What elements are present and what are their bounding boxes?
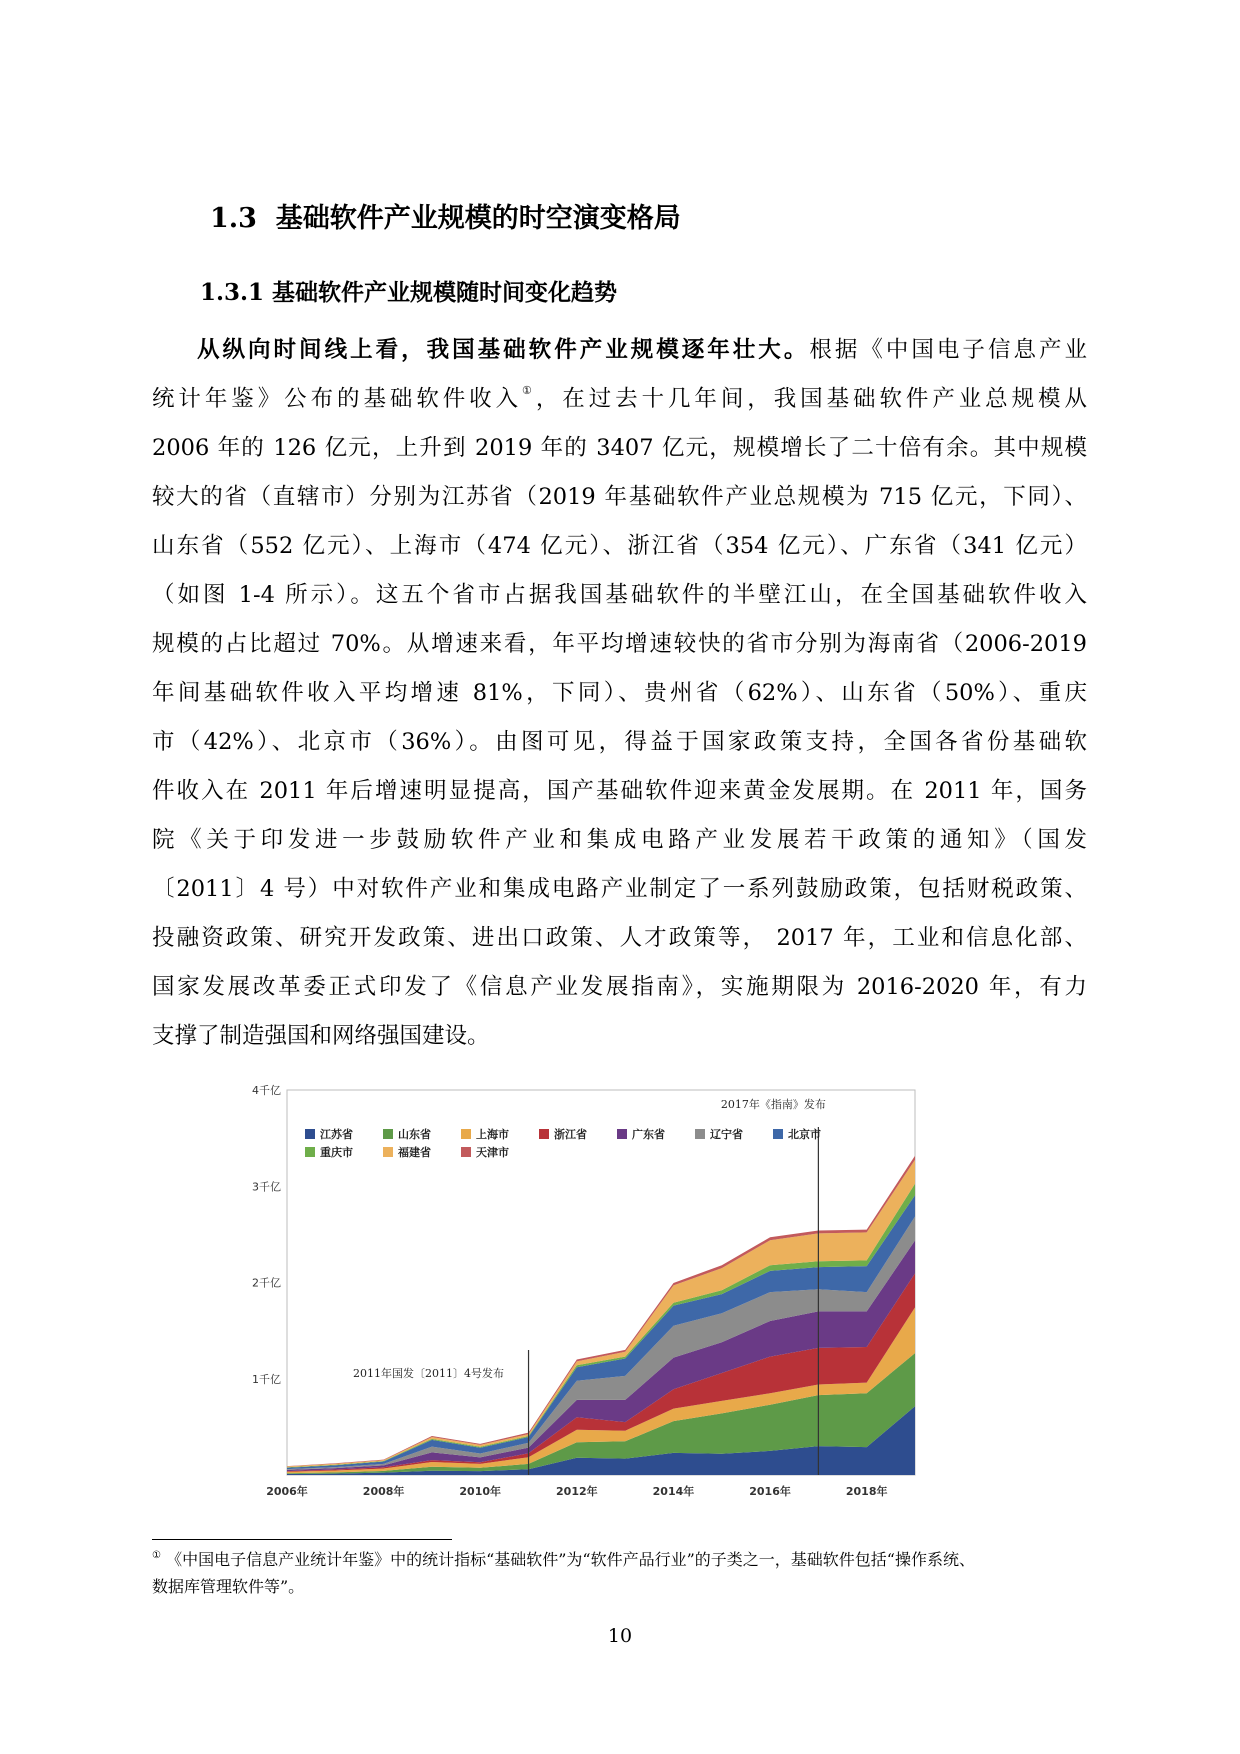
line-text: 根据《中国电子信息产业 <box>809 337 1087 363</box>
x-tick-label: 2008年 <box>362 1485 405 1498</box>
legend-label: 浙江省 <box>554 1128 587 1141</box>
paragraph-line: 年间基础软件收入平均增速 81%，下同）、贵州省（62%）、山东省（50%）、重庆 <box>152 680 1087 706</box>
lead-sentence: 从纵向时间线上看，我国基础软件产业规模逐年壮大。 <box>197 337 810 363</box>
annotation-label: 2011年国发〔2011〕4号发布 <box>353 1367 505 1380</box>
paragraph-line: 市（42%）、北京市（36%）。由图可见，得益于国家政策支持，全国各省份基础软 <box>152 729 1087 755</box>
x-tick-label: 2006年 <box>266 1485 308 1498</box>
line-text: 统计年鉴》公布的基础软件收入 <box>152 386 523 412</box>
paragraph-line: 较大的省（直辖市）分别为江苏省（2019 年基础软件产业总规模为 715 亿元，下同）、 <box>152 484 1087 510</box>
paragraph-line: 投融资政策、研究开发政策、进出口政策、人才政策等， 2017 年，工业和信息化部、 <box>152 925 1087 951</box>
section-number: 1.3 <box>210 203 257 234</box>
section-heading <box>210 196 681 235</box>
paragraph-line: （如图 1-4 所示）。这五个省市占据我国基础软件的半壁江山，在全国基础软件收入 <box>152 582 1087 608</box>
paragraph-line <box>152 326 1087 375</box>
footnote <box>152 1546 1092 1600</box>
footnote-text: 《中国电子信息产业统计年鉴》中的统计指标“基础软件”为“软件产品行业”的子类之一，基础软件包括“操作系统、 <box>166 1550 975 1569</box>
legend-swatch <box>461 1147 471 1157</box>
footnote-divider <box>152 1539 452 1540</box>
legend-swatch <box>383 1147 393 1157</box>
legend-label: 辽宁省 <box>710 1128 743 1141</box>
paragraph-line: 支撑了制造强国和网络强国建设。 <box>152 1023 490 1049</box>
legend-label: 山东省 <box>398 1128 431 1141</box>
y-tick-label: 4千亿 <box>252 1084 281 1097</box>
y-tick-label: 3千亿 <box>252 1180 281 1194</box>
paragraph-line: 2006 年的 126 亿元，上升到 2019 年的 3407 亿元，规模增长了二十倍有余。其中规模 <box>152 435 1087 461</box>
subsection-title: 基础软件产业规模随时间变化趋势 <box>272 280 618 306</box>
legend-label: 北京市 <box>788 1128 821 1141</box>
paragraph-line <box>152 375 1087 424</box>
stacked-area-chart <box>225 1075 935 1515</box>
legend-swatch <box>773 1129 783 1139</box>
footnote-line: 数据库管理软件等”。 <box>152 1577 305 1596</box>
legend-label: 重庆市 <box>320 1146 353 1159</box>
legend-swatch <box>383 1129 393 1139</box>
annotation-label: 2017年《指南》发布 <box>720 1098 826 1111</box>
x-tick-label: 2012年 <box>556 1485 598 1498</box>
legend-label: 广东省 <box>632 1128 665 1141</box>
paragraph-line: 院《关于印发进一步鼓励软件产业和集成电路产业发展若干政策的通知》（国发 <box>152 827 1087 853</box>
legend-swatch <box>305 1129 315 1139</box>
legend-swatch <box>617 1129 627 1139</box>
paragraph-line: 〔2011〕4 号）中对软件产业和集成电路产业制定了一系列鼓励政策，包括财税政策、 <box>152 876 1087 902</box>
legend-label: 天津市 <box>476 1146 509 1159</box>
x-tick-label: 2018年 <box>845 1485 888 1498</box>
subsection-number: 1.3.1 <box>200 279 265 306</box>
legend-label: 上海市 <box>476 1128 509 1141</box>
x-tick-label: 2014年 <box>652 1485 695 1498</box>
legend-label: 福建省 <box>398 1146 431 1159</box>
y-tick-label: 2千亿 <box>252 1276 281 1290</box>
x-tick-label: 2010年 <box>459 1485 502 1498</box>
paragraph-line: 件收入在 2011 年后增速明显提高，国产基础软件迎来黄金发展期。在 2011 年，国务 <box>152 778 1087 804</box>
footnote-reference[interactable]: ① <box>522 384 536 397</box>
subsection-heading <box>200 274 617 307</box>
legend-label: 江苏省 <box>320 1128 353 1141</box>
footnote-line <box>152 1546 1092 1573</box>
line-text: ，在过去十几年间，我国基础软件产业总规模从 <box>535 386 1087 412</box>
legend-swatch <box>539 1129 549 1139</box>
y-tick-label: 1千亿 <box>252 1372 281 1386</box>
legend-swatch <box>695 1129 705 1139</box>
paragraph-line: 山东省（552 亿元）、上海市（474 亿元）、浙江省（354 亿元）、广东省（341 亿元） <box>152 533 1087 559</box>
section-title: 基础软件产业规模的时空演变格局 <box>275 203 681 234</box>
legend-swatch <box>305 1147 315 1157</box>
paragraph-line: 国家发展改革委正式印发了《信息产业发展指南》，实施期限为 2016-2020 年，有力 <box>152 974 1087 1000</box>
legend-swatch <box>461 1129 471 1139</box>
chart-canvas <box>225 1075 935 1515</box>
page-number: 10 <box>607 1625 633 1647</box>
x-tick-label: 2016年 <box>749 1485 791 1498</box>
body-paragraph <box>152 326 1087 1061</box>
footnote-mark: ① <box>152 1550 161 1561</box>
paragraph-line: 规模的占比超过 70%。从增速来看，年平均增速较快的省市分别为海南省（2006-2019 <box>152 631 1087 657</box>
